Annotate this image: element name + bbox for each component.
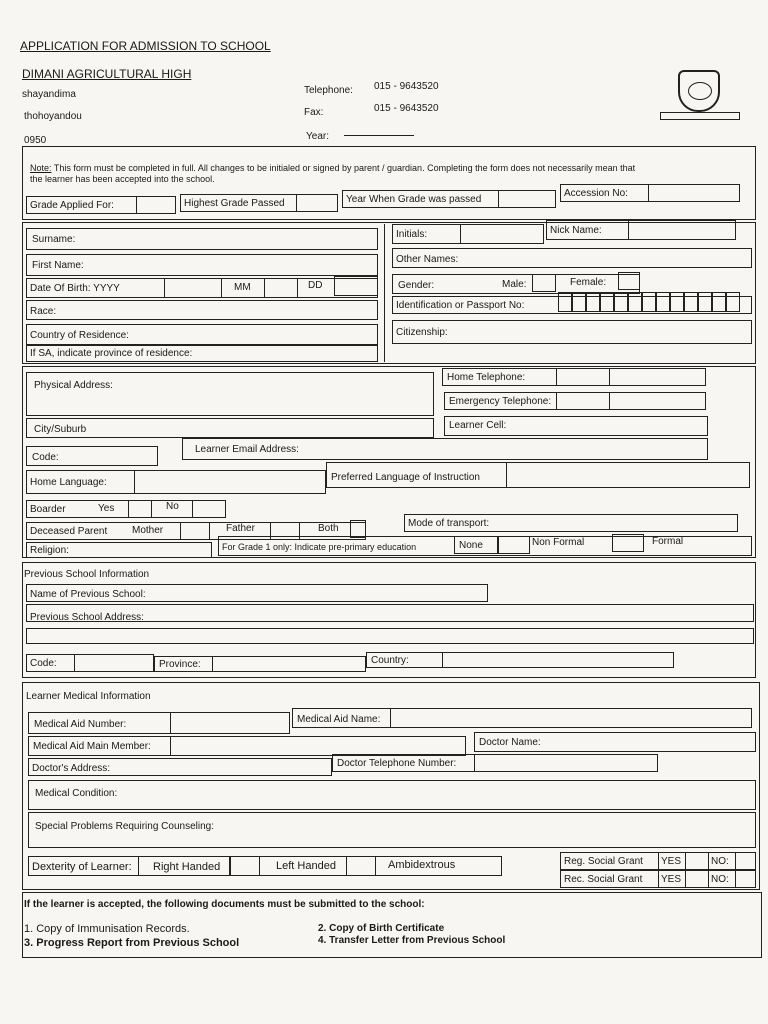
home-language-label: Home Language: [30,477,107,488]
previous-school-name-label: Name of Previous School: [30,589,146,600]
main-member-input[interactable] [170,736,466,756]
year-passed-label: Year When Grade was passed [346,194,482,205]
grade-applied-label: Grade Applied For: [30,200,114,211]
initials-input[interactable] [460,224,544,244]
document-item-2: 2. Copy of Birth Certificate [318,923,445,934]
id-digit-box[interactable] [712,292,726,312]
rec-grant-no[interactable] [708,870,736,888]
previous-school-address-field[interactable] [26,604,754,622]
doctor-tel-label: Doctor Telephone Number: [337,758,457,769]
previous-school-heading: Previous School Information [24,569,150,580]
rec-grant-yes-label: YES [661,874,682,885]
medical-condition-field[interactable] [28,780,756,810]
id-digit-box[interactable] [684,292,698,312]
dexterity-label: Dexterity of Learner: [32,861,132,873]
id-digit-box[interactable] [642,292,656,312]
rec-grant-no-label: NO: [711,874,729,885]
other-names-label: Other Names: [396,254,459,265]
personal-divider [384,224,385,362]
emergency-tel-code[interactable] [556,392,610,410]
note-prefix: Note: [30,163,52,173]
physical-address-field[interactable] [26,372,434,416]
country-residence-label: Country of Residence: [30,330,129,341]
surname-field[interactable] [26,228,378,250]
father-label: Father [226,523,255,534]
previous-school-country-input[interactable] [442,652,674,668]
surname-label: Surname: [32,234,76,245]
previous-school-country-label: Country: [371,655,409,666]
female-checkbox[interactable] [618,272,640,290]
year-passed-input[interactable] [498,190,556,208]
other-names-field[interactable] [392,248,752,268]
reg-grant-no[interactable] [708,852,736,870]
city-field[interactable] [26,418,434,438]
doctor-tel-input[interactable] [474,754,658,772]
medical-condition-label: Medical Condition: [35,788,118,799]
dob-label: Date Of Birth: YYYY [30,283,120,294]
documents-heading: If the learner is accepted, the following documents must be submitted to the school: [24,899,425,910]
highest-grade-label: Highest Grade Passed [184,198,285,209]
grade-applied-input[interactable] [136,196,176,214]
male-label: Male: [502,279,527,290]
religion-label: Religion: [30,545,69,556]
none-label: None [459,540,483,551]
document-item-3: 3. Progress Report from Previous School [24,937,240,949]
none-option[interactable] [454,536,498,554]
mother-label: Mother [132,525,164,536]
crest-banner-icon [660,112,740,120]
doctor-address-field[interactable] [28,758,332,776]
telephone-label: Telephone: [304,85,353,96]
grade1-label: For Grade 1 only: Indicate pre-primary education [222,542,417,552]
home-language-input[interactable] [134,470,326,494]
rec-grant-yes[interactable] [658,870,686,888]
accession-input[interactable] [648,184,740,202]
accession-label: Accession No: [564,188,628,199]
dob-mm-input[interactable] [264,278,298,298]
medical-aid-name-label: Medical Aid Name: [297,714,381,725]
province-label: If SA, indicate province of residence: [30,348,193,359]
ambidextrous-label: Ambidextrous [388,859,456,871]
medical-aid-name-input[interactable] [390,708,752,728]
id-digit-box[interactable] [586,292,600,312]
boarder-yes-label: Yes [98,503,115,514]
fax-value: 015 - 9643520 [374,103,439,114]
reg-grant-yes-label: YES [661,856,682,867]
city-label: City/Suburb [34,424,87,435]
medical-heading: Learner Medical Information [26,691,151,702]
address-line1: shayandima [22,89,76,100]
email-label: Learner Email Address: [195,444,299,455]
boarder-no-checkbox[interactable] [192,500,226,518]
right-handed-option[interactable] [138,856,230,876]
medical-aid-number-label: Medical Aid Number: [34,719,127,730]
form-title: APPLICATION FOR ADMISSION TO SCHOOL [20,39,271,53]
rec-grant-label: Rec. Social Grant [564,874,643,885]
nick-name-input[interactable] [628,220,736,240]
reg-grant-yes[interactable] [658,852,686,870]
note-text-1: This form must be completed in full. All changes to be initialed or signed by parent / guardian. Completing the form does not necessarily mean that [53,163,636,173]
transport-field[interactable] [404,514,738,532]
boarder-yes-checkbox[interactable] [128,500,152,518]
previous-school-province-label: Province: [159,659,201,670]
nick-name-label: Nick Name: [550,225,602,236]
left-handed-label: Left Handed [276,860,336,872]
previous-school-address-line2[interactable] [26,628,754,644]
dob-dd-input[interactable] [334,276,378,296]
email-field[interactable] [182,438,708,460]
dob-yyyy-input[interactable] [164,278,222,298]
non-formal-checkbox[interactable] [612,534,644,552]
transport-label: Mode of transport: [408,518,490,529]
id-digit-box[interactable] [670,292,684,312]
preferred-language-label: Preferred Language of Instruction [331,472,480,483]
first-name-field[interactable] [26,254,378,276]
physical-address-label: Physical Address: [34,380,113,391]
id-digit-box[interactable] [698,292,712,312]
id-digit-box[interactable] [726,292,740,312]
doctor-name-field[interactable] [474,732,756,752]
code-label: Code: [32,452,59,463]
postal-code: 0950 [24,135,47,146]
id-passport-label: Identification or Passport No: [396,300,525,311]
race-label: Race: [30,306,57,317]
note-text [30,164,635,173]
dob-dd-label: DD [308,280,323,291]
id-digit-box[interactable] [600,292,614,312]
id-digit-box[interactable] [656,292,670,312]
fax-label: Fax: [304,107,324,118]
previous-school-code-label: Code: [30,658,57,669]
id-digit-box[interactable] [558,292,572,312]
male-checkbox[interactable] [532,274,556,292]
previous-school-code-input[interactable] [74,654,154,672]
cell-label: Learner Cell: [449,420,507,431]
school-crest-icon [678,70,720,112]
id-digit-box[interactable] [572,292,586,312]
counseling-field[interactable] [28,812,756,848]
dob-mm-label: MM [234,282,251,293]
non-formal-label: Non Formal [532,537,585,548]
document-item-1: 1. Copy of Immunisation Records. [24,923,190,935]
right-handed-label: Right Handed [153,861,221,873]
address-line2: thohoyandou [24,111,82,122]
boarder-no-label: No [166,501,179,512]
deceased-parent-label: Deceased Parent [30,526,108,537]
previous-school-address-label: Previous School Address: [30,612,144,623]
first-name-label: First Name: [32,260,84,271]
citizenship-label: Citizenship: [396,327,448,338]
both-label: Both [318,523,339,534]
none-checkbox[interactable] [498,536,530,554]
home-tel-code[interactable] [556,368,610,386]
cell-field[interactable] [444,416,708,436]
doctor-name-label: Doctor Name: [479,737,541,748]
country-residence-field[interactable] [26,324,378,346]
religion-field[interactable] [26,542,212,558]
highest-grade-input[interactable] [296,194,338,212]
citizenship-field[interactable] [392,320,752,344]
year-label: Year: [306,131,329,142]
reg-grant-label: Reg. Social Grant [564,856,643,867]
province-field[interactable] [26,344,378,362]
initials-label: Initials: [396,229,428,240]
document-item-4: 4. Transfer Letter from Previous School [318,935,506,946]
preferred-language-input[interactable] [506,462,750,488]
left-handed-checkbox[interactable] [346,856,376,876]
reg-grant-no-label: NO: [711,856,729,867]
right-handed-checkbox[interactable] [230,856,260,876]
home-tel-label: Home Telephone: [447,372,526,383]
id-digit-box[interactable] [628,292,642,312]
gender-label: Gender: [398,280,435,291]
previous-school-name-field[interactable] [26,584,488,602]
note-text-2: the learner has been accepted into the school. [30,174,215,184]
emergency-tel-label: Emergency Telephone: [449,396,552,407]
previous-school-province-input[interactable] [212,656,366,672]
medical-aid-number-input[interactable] [170,712,290,734]
counseling-label: Special Problems Requiring Counseling: [35,821,214,832]
id-digit-box[interactable] [614,292,628,312]
boarder-label: Boarder [30,504,66,515]
doctor-address-label: Doctor's Address: [32,763,111,774]
main-member-label: Medical Aid Main Member: [33,741,151,752]
code-field[interactable] [26,446,158,466]
mother-checkbox[interactable] [180,522,210,540]
school-name: DIMANI AGRICULTURAL HIGH [22,67,192,81]
race-field[interactable] [26,300,378,320]
formal-label: Formal [652,536,684,547]
year-field[interactable] [344,135,414,136]
telephone-value: 015 - 9643520 [374,81,439,92]
female-label: Female: [570,277,607,288]
